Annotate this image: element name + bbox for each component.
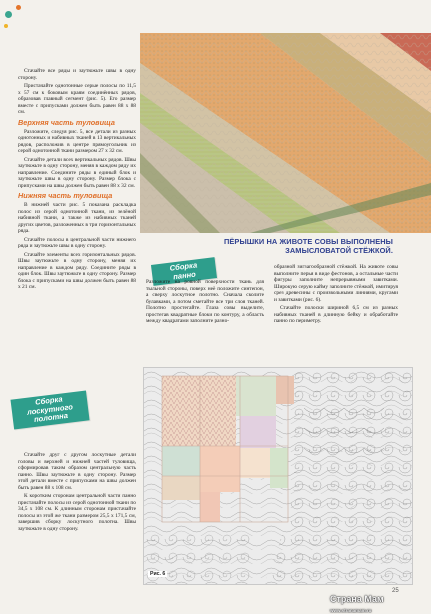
middle-column xyxy=(146,279,264,327)
paragraph: В нижней части рис. 5 показана раскладка полос из серой однотонной ткани, из зелёной набивной ткани, а также из набивных тканей других цветов, разложенных в три горизонтальных ряда. xyxy=(18,202,136,234)
decor-dot xyxy=(16,5,21,10)
paragraph: Стачайте полоски шириной 6,5 см из разных набивных тканей в длинную бейку и обработайте панно по периметру. xyxy=(274,305,398,324)
watermark-text: Страна Мам xyxy=(330,594,384,604)
watermark-logo xyxy=(330,594,384,614)
quilting-diagram xyxy=(143,367,413,585)
paragraph: образной зигзагообразной стёжкой. На животе совы выполните перья в виде фестонов, а остальные части фигуры заполните непрерывными завитками. Широкую серую кайму заполните стёжкой, имитируя срез древесины с произвольными линиями, кругами и завитками (рис. 6). xyxy=(274,264,398,303)
paragraph: Стачайте детали всех вертикальных рядов. Швы заутюжьте в одну сторону, меняя в каждом ряду их направление. Соедините ряды в единый блок и заутюжьте швы в одну сторону. Размер блока с припусками на швы должен быть равен 88 х 32 см. xyxy=(18,156,136,189)
decor-dot xyxy=(5,11,12,18)
photo-caption: ПЁРЫШКИ НА ЖИВОТЕ СОВЫ ВЫПОЛНЕНЫ ЗАМЫСЛОВАТОЙ СТЁЖКОЙ. xyxy=(223,237,393,255)
paragraph: Разложите, следуя рис. 5, все детали из разных однотонных и набивных тканей в 13 вертикальных рядов, расположив в центре прямоугольник из серой однотонной ткани размером 27 х 32 см. xyxy=(18,128,136,154)
paragraph: Стачайте друг с другом лоскутные детали головы и верхней и нижней частей туловища, сформировав таким образом центральную часть панно. Швы заутюжьте в одну сторону. Размер этой детали вместе с припусками на швы должен быть равен 88 х 108 см. xyxy=(18,452,136,491)
page-number: 25 xyxy=(392,588,399,594)
paragraph: Стачайте все ряды и заутюжьте швы в одну сторону. xyxy=(18,68,136,81)
paragraph: К коротким сторонам центральной части панно пристачайте полосы из серой однотонной ткани по 34,5 х 108 см. К длинным сторонам пристачайте полосы из этой же ткани размером 25,5 х 171,5 см, завершив сборку лоскутного полотна. Швы заутюжьте в одну сторону. xyxy=(18,493,136,532)
paragraph: Пристачайте однотонные серые полосы по 11,5 х 57 см к боковым краям соединённых рядов, образовав главный сегмент (рис. 5). Его размер вместе с припусками должен быть равен 88 х 88 см. xyxy=(18,83,136,115)
paragraph: Стачайте полосы в центральной части нижнего ряда и заутюжьте швы в одну сторону. xyxy=(18,236,136,249)
decor-dot xyxy=(4,24,8,28)
right-column xyxy=(274,264,398,327)
paragraph: Разложите на ровной поверхности ткань для тыльной стороны, поверх неё положите синтепон, а сверху лоскутное полотно. Сначала сколите булавками, а потом сметайте все три слоя тканей. Полотно простегайте. Глаза совы выделите, простегав квадратные блоки по контуру, а область между квадратами заполните разно- xyxy=(146,279,264,324)
section-tag-panel: Сборка панно xyxy=(151,257,217,286)
figure-label: Рис. 6 xyxy=(150,571,166,577)
watermark-url: www.stranamam.ru xyxy=(330,608,372,613)
paragraph: Стачайте элементы всех горизонтальных рядов. Швы заутюжьте в одну сторону, меняя их направление в каждом ряду. Соедините ряды в один блок. Швы заутюжьте в одну сторону. Размер блока с припусками на швы должен быть равен 88 х 21 см. xyxy=(18,251,136,290)
left-column xyxy=(18,68,136,293)
quilt-photo xyxy=(140,33,431,233)
section-heading: Нижняя часть туловища xyxy=(18,191,113,200)
section-heading: Верхняя часть туловища xyxy=(18,117,115,127)
left-column-bottom xyxy=(18,452,136,534)
section-tag-quilt: Сборка лоскутного полотна xyxy=(10,390,89,429)
